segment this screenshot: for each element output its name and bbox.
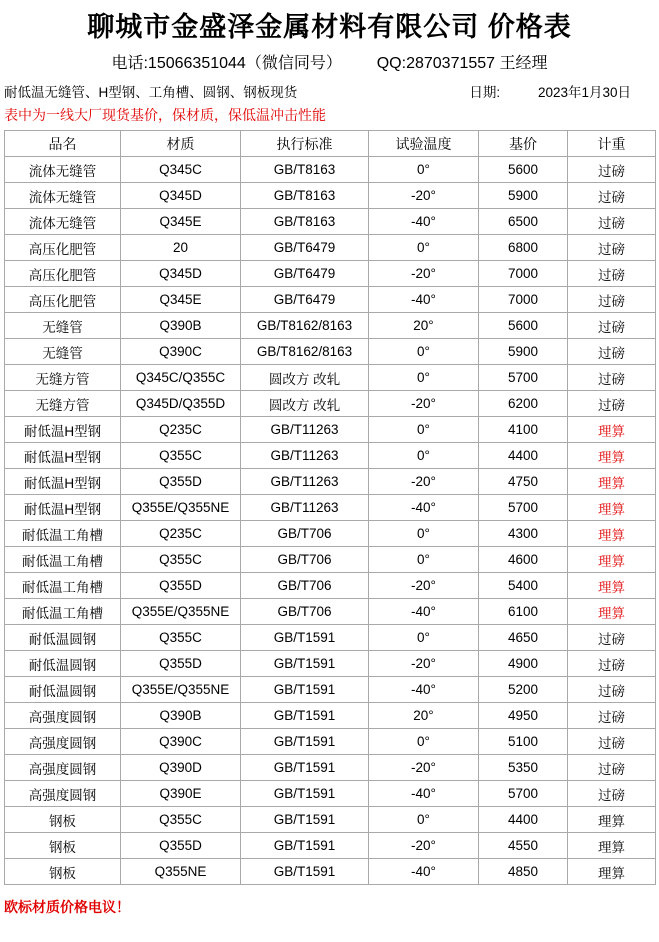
cell-weighing: 过磅	[568, 261, 656, 287]
cell-weighing: 过磅	[568, 729, 656, 755]
cell-base-price: 6200	[479, 391, 568, 417]
cell-base-price: 5100	[479, 729, 568, 755]
cell-product: 耐低温工角槽	[5, 521, 121, 547]
cell-weighing: 过磅	[568, 677, 656, 703]
qq-label: QQ:2870371557 王经理	[376, 55, 548, 72]
cell-base-price: 5600	[479, 313, 568, 339]
cell-base-price: 4900	[479, 651, 568, 677]
cell-material: Q390B	[121, 313, 241, 339]
cell-material: Q390C	[121, 729, 241, 755]
column-header-base-price: 基价	[479, 131, 568, 157]
cell-standard: GB/T706	[241, 573, 369, 599]
cell-test-temperature: -40°	[369, 287, 479, 313]
cell-standard: GB/T8163	[241, 183, 369, 209]
cell-standard: GB/T11263	[241, 469, 369, 495]
cell-standard: GB/T8163	[241, 157, 369, 183]
table-row	[5, 417, 656, 443]
cell-base-price: 5600	[479, 157, 568, 183]
cell-test-temperature: -40°	[369, 599, 479, 625]
cell-product: 耐低温H型钢	[5, 443, 121, 469]
cell-test-temperature: -20°	[369, 833, 479, 859]
red-note: 表中为一线大厂现货基价，保材质，保低温冲击性能	[4, 107, 326, 123]
cell-standard: GB/T1591	[241, 703, 369, 729]
table-row	[5, 157, 656, 183]
cell-standard: GB/T8163	[241, 209, 369, 235]
cell-product: 耐低温圆钢	[5, 651, 121, 677]
table-row	[5, 391, 656, 417]
table-row	[5, 703, 656, 729]
cell-material: Q355C	[121, 625, 241, 651]
cell-weighing: 理算	[568, 469, 656, 495]
cell-weighing: 过磅	[568, 313, 656, 339]
cell-standard: GB/T706	[241, 599, 369, 625]
cell-test-temperature: 0°	[369, 547, 479, 573]
table-row	[5, 833, 656, 859]
table-row	[5, 183, 656, 209]
cell-test-temperature: -20°	[369, 261, 479, 287]
cell-product: 耐低温圆钢	[5, 625, 121, 651]
cell-weighing: 过磅	[568, 287, 656, 313]
table-row	[5, 625, 656, 651]
cell-base-price: 5900	[479, 183, 568, 209]
column-header-product: 品名	[5, 131, 121, 157]
cell-test-temperature: 0°	[369, 521, 479, 547]
cell-weighing: 理算	[568, 859, 656, 885]
date-block	[469, 83, 655, 102]
cell-test-temperature: -40°	[369, 209, 479, 235]
cell-base-price: 4400	[479, 443, 568, 469]
cell-standard: GB/T8162/8163	[241, 313, 369, 339]
cell-standard: GB/T706	[241, 547, 369, 573]
cell-base-price: 5700	[479, 365, 568, 391]
cell-standard: GB/T1591	[241, 859, 369, 885]
cell-base-price: 4750	[479, 469, 568, 495]
cell-weighing: 理算	[568, 833, 656, 859]
cell-product: 耐低温H型钢	[5, 417, 121, 443]
table-body	[5, 157, 656, 885]
cell-product: 无缝管	[5, 339, 121, 365]
cell-material: Q345E	[121, 287, 241, 313]
cell-test-temperature: 0°	[369, 235, 479, 261]
cell-material: Q235C	[121, 417, 241, 443]
cell-weighing: 理算	[568, 599, 656, 625]
cell-material: Q355E/Q355NE	[121, 677, 241, 703]
cell-base-price: 6100	[479, 599, 568, 625]
cell-product: 流体无缝管	[5, 209, 121, 235]
cell-standard: GB/T6479	[241, 235, 369, 261]
cell-base-price: 7000	[479, 287, 568, 313]
cell-test-temperature: -20°	[369, 391, 479, 417]
cell-test-temperature: -40°	[369, 781, 479, 807]
cell-base-price: 5900	[479, 339, 568, 365]
cell-test-temperature: 0°	[369, 807, 479, 833]
cell-weighing: 理算	[568, 417, 656, 443]
cell-product: 钢板	[5, 807, 121, 833]
cell-base-price: 4100	[479, 417, 568, 443]
contact-line	[4, 44, 655, 76]
cell-product: 高强度圆钢	[5, 729, 121, 755]
cell-standard: GB/T1591	[241, 651, 369, 677]
cell-weighing: 理算	[568, 443, 656, 469]
cell-base-price: 4850	[479, 859, 568, 885]
table-row	[5, 313, 656, 339]
date-value: 2023年1月30日	[537, 85, 631, 100]
table-row	[5, 287, 656, 313]
table-row	[5, 651, 656, 677]
table-row	[5, 521, 656, 547]
cell-material: Q355E/Q355NE	[121, 599, 241, 625]
phone-label: 电话:15066351044（微信同号）	[111, 55, 342, 72]
cell-weighing: 过磅	[568, 235, 656, 261]
cell-standard: GB/T6479	[241, 261, 369, 287]
cell-standard: GB/T1591	[241, 755, 369, 781]
cell-test-temperature: 0°	[369, 625, 479, 651]
stock-and-date-line	[4, 76, 655, 102]
cell-test-temperature: 0°	[369, 417, 479, 443]
cell-weighing: 理算	[568, 495, 656, 521]
cell-standard: GB/T11263	[241, 495, 369, 521]
cell-product: 耐低温H型钢	[5, 495, 121, 521]
cell-material: Q390E	[121, 781, 241, 807]
cell-base-price: 5400	[479, 573, 568, 599]
cell-standard: GB/T1591	[241, 729, 369, 755]
table-row	[5, 209, 656, 235]
cell-material: Q345D	[121, 261, 241, 287]
cell-base-price: 4550	[479, 833, 568, 859]
cell-standard: GB/T1591	[241, 677, 369, 703]
column-header-material: 材质	[121, 131, 241, 157]
cell-test-temperature: -40°	[369, 677, 479, 703]
cell-material: Q345D	[121, 183, 241, 209]
table-row	[5, 261, 656, 287]
table-row	[5, 495, 656, 521]
cell-test-temperature: 0°	[369, 339, 479, 365]
table-row	[5, 677, 656, 703]
cell-test-temperature: 0°	[369, 365, 479, 391]
page-title: 聊城市金盛泽金属材料有限公司 价格表	[87, 12, 572, 42]
cell-material: Q390B	[121, 703, 241, 729]
cell-material: Q355D	[121, 651, 241, 677]
cell-product: 高压化肥管	[5, 287, 121, 313]
cell-standard: GB/T706	[241, 521, 369, 547]
column-header-test-temperature: 试验温度	[369, 131, 479, 157]
cell-test-temperature: -20°	[369, 755, 479, 781]
table-row	[5, 547, 656, 573]
cell-base-price: 4300	[479, 521, 568, 547]
cell-test-temperature: 0°	[369, 443, 479, 469]
cell-material: Q355E/Q355NE	[121, 495, 241, 521]
cell-material: Q355D	[121, 833, 241, 859]
cell-material: Q355D	[121, 573, 241, 599]
table-row	[5, 859, 656, 885]
cell-test-temperature: -40°	[369, 495, 479, 521]
cell-weighing: 过磅	[568, 651, 656, 677]
cell-weighing: 理算	[568, 521, 656, 547]
cell-material: Q390D	[121, 755, 241, 781]
cell-test-temperature: -20°	[369, 183, 479, 209]
cell-product: 高压化肥管	[5, 261, 121, 287]
cell-test-temperature: -20°	[369, 573, 479, 599]
cell-product: 耐低温工角槽	[5, 573, 121, 599]
table-row	[5, 599, 656, 625]
cell-standard: 圆改方 改轧	[241, 365, 369, 391]
cell-material: Q345E	[121, 209, 241, 235]
cell-standard: GB/T8162/8163	[241, 339, 369, 365]
cell-base-price: 7000	[479, 261, 568, 287]
cell-material: Q355C	[121, 443, 241, 469]
cell-base-price: 4400	[479, 807, 568, 833]
price-table	[4, 130, 656, 885]
stock-note: 耐低温无缝管、H型钢、工角槽、圆钢、钢板现货	[4, 85, 298, 100]
cell-weighing: 过磅	[568, 625, 656, 651]
cell-product: 钢板	[5, 833, 121, 859]
cell-product: 无缝管	[5, 313, 121, 339]
cell-standard: 圆改方 改轧	[241, 391, 369, 417]
table-row	[5, 573, 656, 599]
cell-product: 耐低温H型钢	[5, 469, 121, 495]
cell-product: 耐低温圆钢	[5, 677, 121, 703]
cell-standard: GB/T11263	[241, 443, 369, 469]
table-row	[5, 235, 656, 261]
cell-base-price: 6500	[479, 209, 568, 235]
cell-standard: GB/T1591	[241, 807, 369, 833]
cell-standard: GB/T1591	[241, 625, 369, 651]
cell-base-price: 4650	[479, 625, 568, 651]
cell-weighing: 理算	[568, 547, 656, 573]
cell-product: 耐低温工角槽	[5, 547, 121, 573]
cell-weighing: 过磅	[568, 209, 656, 235]
cell-base-price: 5200	[479, 677, 568, 703]
table-row	[5, 443, 656, 469]
cell-material: Q355C	[121, 547, 241, 573]
cell-weighing: 过磅	[568, 157, 656, 183]
cell-weighing: 过磅	[568, 391, 656, 417]
cell-test-temperature: 0°	[369, 157, 479, 183]
cell-test-temperature: -20°	[369, 469, 479, 495]
cell-weighing: 过磅	[568, 339, 656, 365]
cell-base-price: 4950	[479, 703, 568, 729]
cell-material: Q390C	[121, 339, 241, 365]
cell-base-price: 5350	[479, 755, 568, 781]
cell-test-temperature: 20°	[369, 703, 479, 729]
cell-test-temperature: -40°	[369, 859, 479, 885]
cell-material: Q355NE	[121, 859, 241, 885]
cell-weighing: 过磅	[568, 183, 656, 209]
table-row	[5, 469, 656, 495]
cell-material: 20	[121, 235, 241, 261]
cell-product: 高压化肥管	[5, 235, 121, 261]
cell-base-price: 4600	[479, 547, 568, 573]
cell-product: 流体无缝管	[5, 157, 121, 183]
cell-weighing: 过磅	[568, 703, 656, 729]
cell-weighing: 过磅	[568, 365, 656, 391]
cell-material: Q355D	[121, 469, 241, 495]
table-row	[5, 339, 656, 365]
table-row	[5, 755, 656, 781]
cell-test-temperature: 20°	[369, 313, 479, 339]
table-row	[5, 781, 656, 807]
cell-base-price: 5700	[479, 495, 568, 521]
cell-product: 无缝方管	[5, 365, 121, 391]
cell-product: 无缝方管	[5, 391, 121, 417]
table-row	[5, 729, 656, 755]
cell-standard: GB/T1591	[241, 781, 369, 807]
cell-weighing: 理算	[568, 807, 656, 833]
cell-product: 钢板	[5, 859, 121, 885]
cell-material: Q355C	[121, 807, 241, 833]
cell-material: Q345C	[121, 157, 241, 183]
cell-material: Q235C	[121, 521, 241, 547]
table-row	[5, 807, 656, 833]
table-row	[5, 365, 656, 391]
table-header-row	[5, 131, 656, 157]
column-header-standard: 执行标准	[241, 131, 369, 157]
cell-standard: GB/T1591	[241, 833, 369, 859]
footer-note: 欧标材质价格电议！	[4, 899, 130, 915]
cell-product: 高强度圆钢	[5, 755, 121, 781]
cell-test-temperature: -20°	[369, 651, 479, 677]
cell-product: 高强度圆钢	[5, 703, 121, 729]
cell-weighing: 过磅	[568, 781, 656, 807]
cell-test-temperature: 0°	[369, 729, 479, 755]
cell-base-price: 5700	[479, 781, 568, 807]
date-label: 日期:	[469, 85, 501, 100]
cell-material: Q345D/Q355D	[121, 391, 241, 417]
cell-product: 耐低温工角槽	[5, 599, 121, 625]
cell-product: 流体无缝管	[5, 183, 121, 209]
cell-material: Q345C/Q355C	[121, 365, 241, 391]
cell-product: 高强度圆钢	[5, 781, 121, 807]
cell-weighing: 过磅	[568, 755, 656, 781]
cell-standard: GB/T11263	[241, 417, 369, 443]
cell-standard: GB/T6479	[241, 287, 369, 313]
cell-base-price: 6800	[479, 235, 568, 261]
cell-weighing: 理算	[568, 573, 656, 599]
column-header-weighing: 计重	[568, 131, 656, 157]
